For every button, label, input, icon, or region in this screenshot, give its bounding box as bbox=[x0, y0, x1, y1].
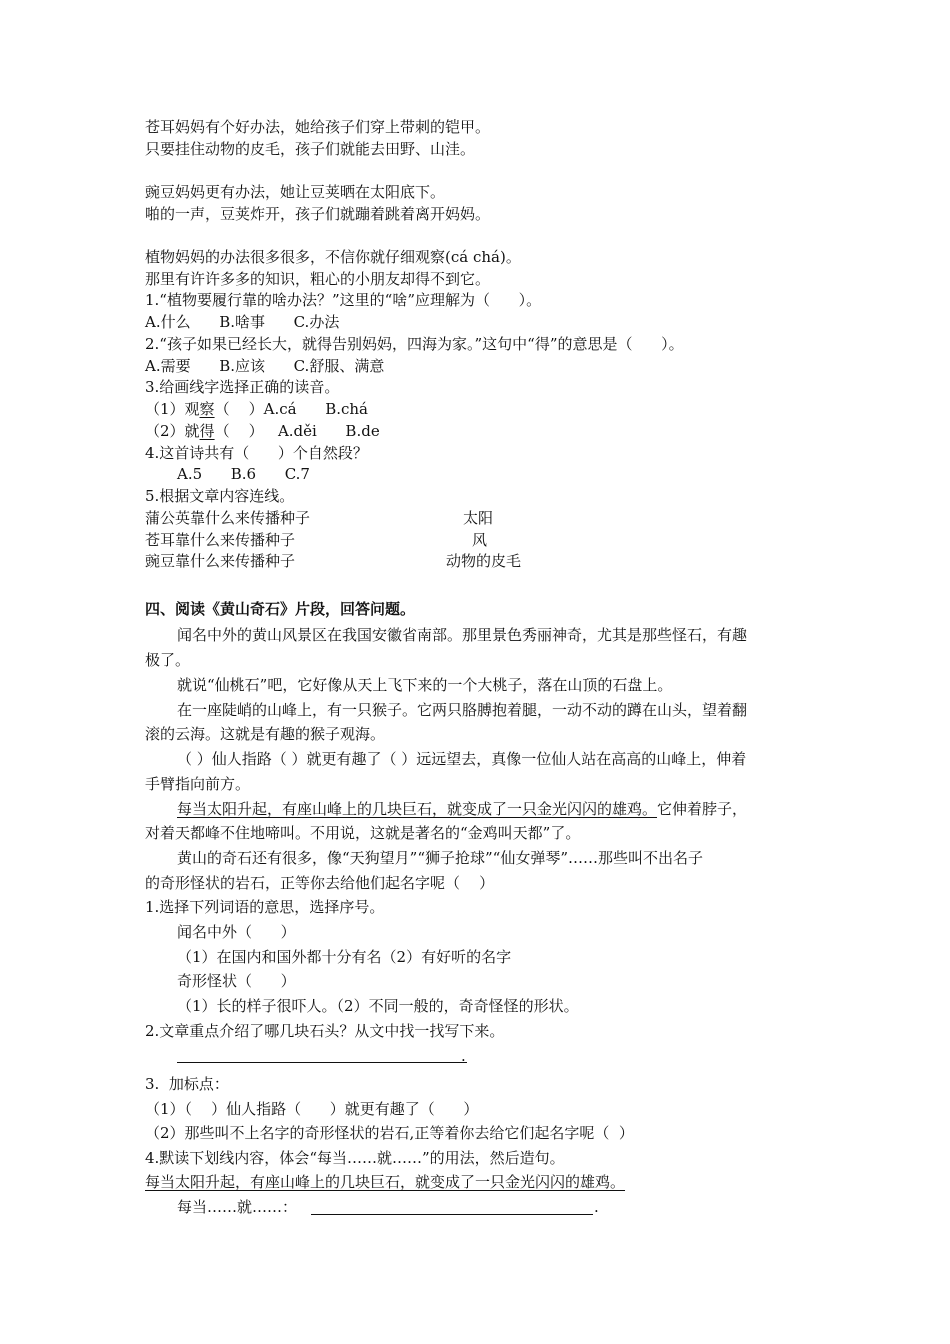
part4-question-1: 1.选择下列词语的意思，选择序号。 bbox=[145, 898, 385, 916]
match-left-3: 豌豆靠什么来传播种子 bbox=[145, 552, 296, 570]
poem-line-1: 苍耳妈妈有个好办法，她给孩子们穿上带刺的铠甲。 bbox=[145, 118, 491, 136]
match-left-2: 苍耳靠什么来传播种子 bbox=[145, 531, 296, 549]
poem-line-5: 植物妈妈的办法很多很多，不信你就仔细观察(cá chá)。 bbox=[145, 248, 521, 266]
poem-line-6: 那里有许许多多的知识，粗心的小朋友却得不到它。 bbox=[145, 270, 491, 288]
answer-line-q4-period: . bbox=[594, 1198, 599, 1216]
poem-line-2: 只要挂住动物的皮毛，孩子们就能去田野、山洼。 bbox=[145, 140, 476, 158]
question-1: 1.“植物要履行靠的啥办法？”这里的“啥”应理解为（ ）。 bbox=[145, 291, 542, 309]
passage-p4-line1: （ ）仙人指路（ ）就更有趣了（ ）远远望去，真像一位仙人站在高高的山峰上，伸着 bbox=[177, 750, 747, 768]
question-2-options: A.需要 B.应该 C.舒服、满意 bbox=[145, 357, 385, 375]
answer-line-q2[interactable] bbox=[177, 1062, 467, 1063]
match-right-3: 动物的皮毛 bbox=[446, 552, 522, 570]
passage-p5-line2: 对着天都峰不住地啼叫。不用说，这就是著名的“金鸡叫天都”了。 bbox=[145, 824, 581, 842]
punctuation-item-1: （1）（ ）仙人指路（ ）就更有趣了（ ） bbox=[145, 1100, 479, 1118]
word-1-options: （1）在国内和国外都十分有名（2）有好听的名字 bbox=[177, 948, 512, 966]
match-right-1: 太阳 bbox=[463, 509, 494, 527]
sentence-prompt: 每当……就……： bbox=[177, 1198, 298, 1216]
passage-p1-line1: 闻名中外的黄山风景区在我国安徽省南部。那里景色秀丽神奇，尤其是那些怪石，有趣 bbox=[177, 626, 748, 644]
q3-item1-choices: （ ）A.cá B.chá bbox=[214, 400, 368, 418]
q3-item2-choices: （ ） A.děi B.de bbox=[214, 422, 380, 440]
answer-line-q2-period: . bbox=[461, 1047, 466, 1065]
answer-line-q4[interactable] bbox=[311, 1214, 593, 1215]
passage-p3-line2: 滚的云海。这就是有趣的猴子观海。 bbox=[145, 725, 386, 743]
q3-item2-underlined-char: 得 bbox=[199, 422, 215, 440]
poem-line-4: 啪的一声，豆荚炸开，孩子们就蹦着跳着离开妈妈。 bbox=[145, 205, 491, 223]
part4-question-3: 3. 加标点： bbox=[145, 1075, 229, 1093]
question-3-item-1 bbox=[145, 399, 368, 419]
match-right-2: 风 bbox=[472, 531, 488, 549]
q3-item1-prefix: （1）观 bbox=[145, 400, 200, 418]
question-5: 5.根据文章内容连线。 bbox=[145, 487, 295, 505]
passage-p6-line1: 黄山的奇石还有很多，像“天狗望月”“狮子抢球”“仙女弹琴”……那些叫不出名子 bbox=[177, 849, 704, 867]
section-heading: 四、阅读《黄山奇石》片段，回答问题。 bbox=[145, 600, 416, 618]
match-left-1: 蒲公英靠什么来传播种子 bbox=[145, 509, 311, 527]
question-3: 3.给画线字选择正确的读音。 bbox=[145, 378, 340, 396]
poem-line-3: 豌豆妈妈更有办法，她让豆荚晒在太阳底下。 bbox=[145, 183, 446, 201]
q3-item1-underlined-char: 察 bbox=[199, 400, 215, 418]
question-1-options: A.什么 B.啥事 C.办法 bbox=[145, 313, 340, 331]
passage-p3-line1: 在一座陡峭的山峰上，有一只猴子。它两只胳膊抱着腿，一动不动的蹲在山头，望着翻 bbox=[177, 701, 748, 719]
passage-p5-line1 bbox=[177, 799, 747, 819]
word-2-options: （1）长的样子很吓人。（2）不同一般的，奇奇怪怪的形状。 bbox=[177, 997, 579, 1015]
passage-p5-rest: 它伸着脖子， bbox=[657, 800, 748, 818]
passage-p2: 就说“仙桃石”吧，它好像从天上飞下来的一个大桃子，落在山顶的石盘上。 bbox=[177, 676, 673, 694]
question-4: 4.这首诗共有（ ）个自然段？ bbox=[145, 444, 368, 462]
passage-p6-line2: 的奇形怪状的岩石，正等你去给他们起名字呢（ ） bbox=[145, 874, 495, 892]
passage-p1-line2: 极了。 bbox=[145, 651, 191, 669]
punctuation-item-2: （2）那些叫不上名字的奇形怪状的岩石,正等着你去给它们起名字呢（ ） bbox=[145, 1124, 634, 1142]
part4-question-4: 4.默读下划线内容，体会“每当……就……”的用法，然后造句。 bbox=[145, 1149, 565, 1167]
underlined-sentence: 每当太阳升起，有座山峰上的几块巨石，就变成了一只金光闪闪的雄鸡。 bbox=[177, 800, 658, 818]
question-2: 2.“孩子如果已经长大，就得告别妈妈，四海为家。”这句中“得”的意思是（ ）。 bbox=[145, 335, 684, 353]
passage-p4-line2: 手臂指向前方。 bbox=[145, 775, 251, 793]
model-sentence: 每当太阳升起，有座山峰上的几块巨石，就变成了一只金光闪闪的雄鸡。 bbox=[145, 1173, 626, 1191]
word-1: 闻名中外（ ） bbox=[177, 923, 296, 941]
part4-question-2: 2.文章重点介绍了哪几块石头？从文中找一找写下来。 bbox=[145, 1022, 505, 1040]
question-4-options: A.5 B.6 C.7 bbox=[177, 465, 310, 483]
word-2: 奇形怪状（ ） bbox=[177, 972, 296, 990]
q3-item2-prefix: （2）就 bbox=[145, 422, 200, 440]
question-3-item-2 bbox=[145, 421, 380, 441]
